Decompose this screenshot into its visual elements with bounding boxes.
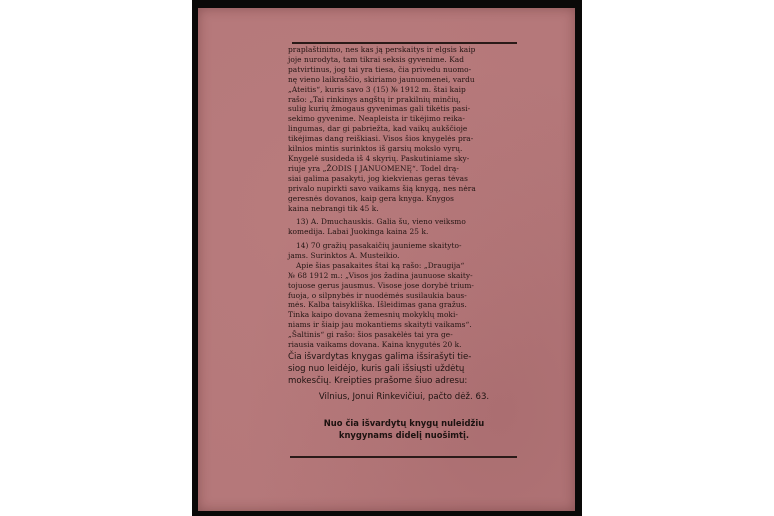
text-line: jams. Surinktos A. Musteikio.	[288, 250, 400, 260]
publisher-address	[288, 392, 520, 404]
text-line: 13) A. Dmuchauskis. Galia šu, vieno veiksmo	[296, 217, 466, 226]
text-line: siog nuo leidėjo, kuris gali išsiųsti uždėtų	[288, 363, 465, 374]
text-line: „Ateitis“, kuris savo 3 (15) № 1912 m. štai kaip	[288, 84, 466, 94]
text-line: mės. Kalba taisykliška. Išleidimas gana gražus.	[288, 300, 467, 310]
main-paragraph	[288, 45, 520, 213]
text-line: nę vieno laikraščio, skiriamo jaunuomenei, vardu	[288, 74, 475, 84]
text-line: komedija. Labai Juokinga kaina 25 k.	[288, 226, 429, 236]
text-line: rašo: „Tai rinkinys angštų ir prakilnių minčių,	[288, 94, 461, 104]
item-14	[288, 241, 520, 350]
text-line: praplaštinimo, nes kas ją perskaitys ir elgsis kaip	[288, 45, 476, 54]
text-line: tojuose gerus jausmus. Visose jose dorybė trium-	[288, 280, 474, 290]
text-line: Knygelė susideda iš 4 skyrių. Paskutiniame sky-	[288, 153, 470, 163]
text-line: riuje yra „ŽODIS Į JANUOMENĘ“. Todel drą-	[288, 163, 459, 173]
text-line: knygynams didelį nuošimtį.	[338, 430, 470, 440]
text-line: kaina nebrangi tik 45 k.	[288, 203, 379, 213]
text-line: lingumas, dar gi pabriežta, kad vaikų aukščioje	[288, 124, 468, 134]
text-line: Apie šias pasakaites štai ką rašo: „Draugija“	[296, 260, 465, 270]
text-line: fuoja, o silpnybės ir nuodėmės susilaukia baus-	[288, 290, 467, 300]
text-line: geresnės dovanos, kaip gera knyga. Knygos	[288, 193, 454, 203]
text-line: joje nurodyta, tam tikrai seksis gyvenime. Kad	[288, 54, 464, 64]
text-line: riausia vaikams dovana. Kaina knygutės 20 k.	[288, 340, 462, 350]
text-line: sulig kurių žmogaus gyvenimas gali tikėtis pasi-	[288, 104, 471, 114]
text-line: privalo nupirkti savo vaikams šią knygą, nes nėra	[288, 183, 476, 193]
discount-notice	[288, 417, 520, 441]
text-line: mokesčių. Kreipties prašome šiuo adresu:	[288, 375, 468, 386]
text-line: Tinka kaipo dovana žemesnių mokyklų moki-	[288, 310, 458, 320]
top-rule	[292, 42, 517, 44]
text-line: siai galima pasakyti, jog kiekvienas geras tėvas	[288, 173, 468, 183]
text-line: sekimo gyvenime. Neapleista ir tikėjimo reika-	[288, 114, 465, 124]
text-line: Čia išvardytas knygas galima išsirašyti tie-	[288, 352, 472, 362]
text-line: patvirtinus, jog tai yra tiesa, čia privedu nuomo-	[288, 64, 472, 74]
address-line: Vilnius, Jonui Rinkevičiui, pačto dėž. 63.	[318, 392, 490, 402]
text-line: „Šaltinis“ gi rašo: šios pasakėlės tai yra ge-	[288, 330, 453, 340]
text-line: kilnios mintis surinktos iš garsių mokslo vyrų.	[288, 144, 463, 154]
text-line: niams ir šiaip jau mokantiems skaityti vaikams“.	[288, 320, 472, 330]
text-line: tikėjimas dang reiškiasi. Visos šios knygelės pra-	[288, 134, 474, 144]
text-line: 14) 70 gražių pasakaičių jaunieme skaityto-	[296, 241, 462, 250]
bottom-rule	[290, 456, 517, 458]
text-line: № 68 1912 m.: „Visos jos žadina jaunuose skaity-	[288, 270, 473, 280]
item-13	[288, 217, 520, 237]
order-info	[288, 352, 520, 387]
text-line: Nuo čia išvardytų knygų nuleidžiu	[323, 418, 485, 428]
